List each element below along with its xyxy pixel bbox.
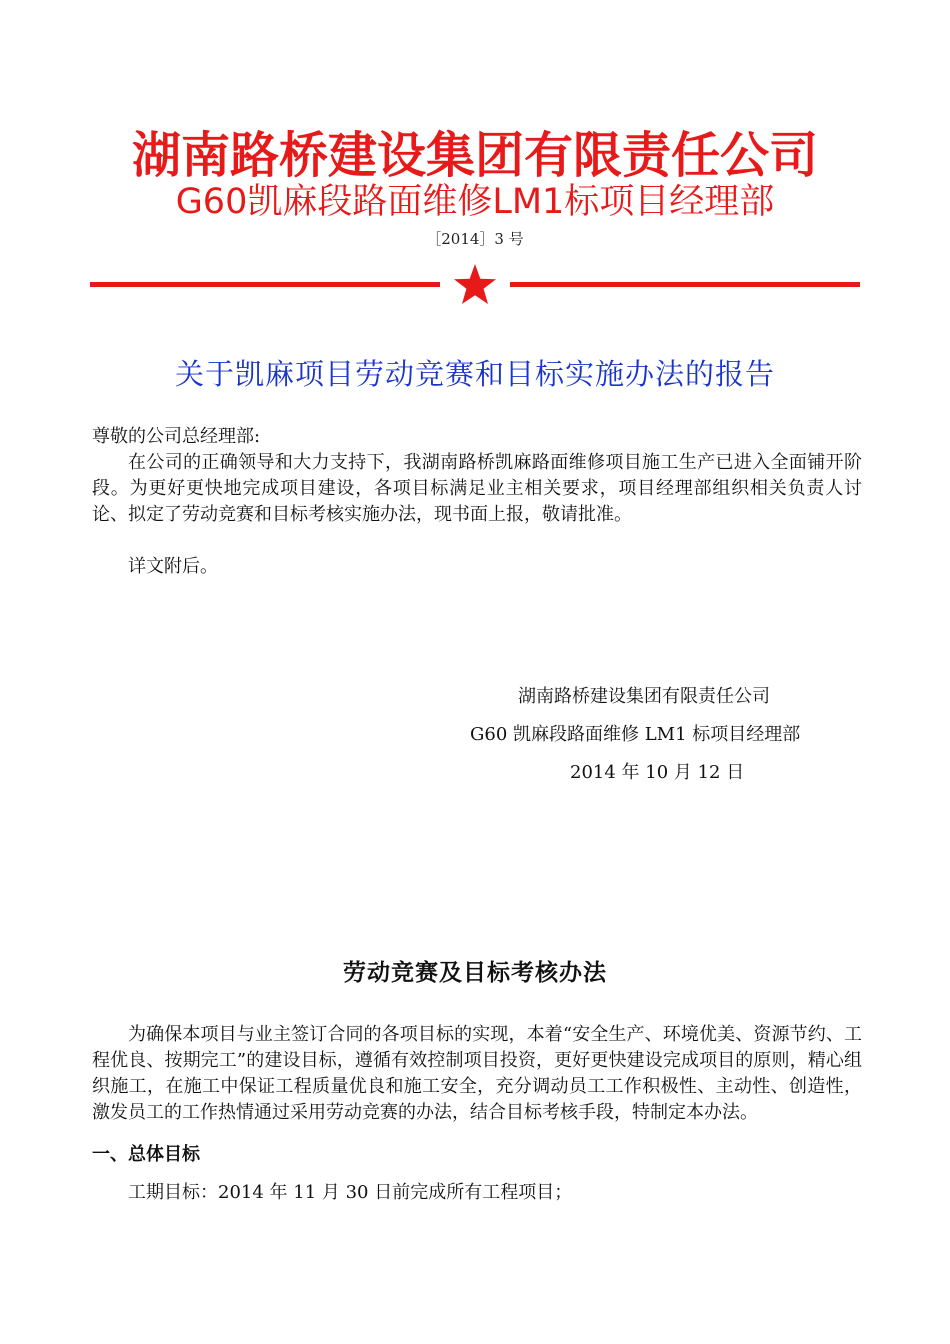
red-rule-right	[510, 282, 860, 287]
schedule-goal: 工期目标：2014 年 11 月 30 日前完成所有工程项目；	[128, 1182, 573, 1203]
report-body: 在公司的正确领导和大力支持下，我湖南路桥凯麻路面维修项目施工生产已进入全面铺开阶段。为更好更快地完成项目建设，各项目标满足业主相关要求，项目经理部组织相关负责人讨论、拟定了劳动竞赛和目标考核实施办法，现书面上报，敬请批准。	[92, 452, 862, 525]
section1-heading: 一、总体目标	[92, 1144, 200, 1165]
red-star-icon	[452, 262, 498, 308]
red-rule-left	[90, 282, 440, 287]
document-number: ［2014］3 号	[426, 230, 524, 248]
letterhead-company: 湖南路桥建设集团有限责任公司	[131, 127, 818, 184]
salutation: 尊敬的公司总经理部:	[92, 426, 261, 447]
letterhead-department: G60凯麻段路面维修LM1标项目经理部	[175, 182, 775, 222]
signature-date: 2014 年 10 月 12 日	[570, 762, 745, 783]
signature-company: 湖南路桥建设集团有限责任公司	[518, 686, 770, 707]
signature-department: G60 凯麻段路面维修 LM1 标项目经理部	[470, 724, 801, 745]
report-title: 关于凯麻项目劳动竞赛和目标实施办法的报告	[174, 357, 775, 391]
attachment-note: 详文附后。	[128, 556, 218, 577]
measures-title: 劳动竞赛及目标考核办法	[343, 959, 607, 986]
measures-intro: 为确保本项目与业主签订合同的各项目标的实现，本着“安全生产、环境优美、资源节约、工程优良、按期完工”的建设目标，遵循有效控制项目投资，更好更快建设完成项目的原则，精心组织施工，在施工中保证工程质量优良和施工安全，充分调动员工工作积极性、主动性、创造性，激发员工的工作热情通过采用劳动竞赛的办法，结合目标考核手段，特制定本办法。	[92, 1024, 862, 1123]
